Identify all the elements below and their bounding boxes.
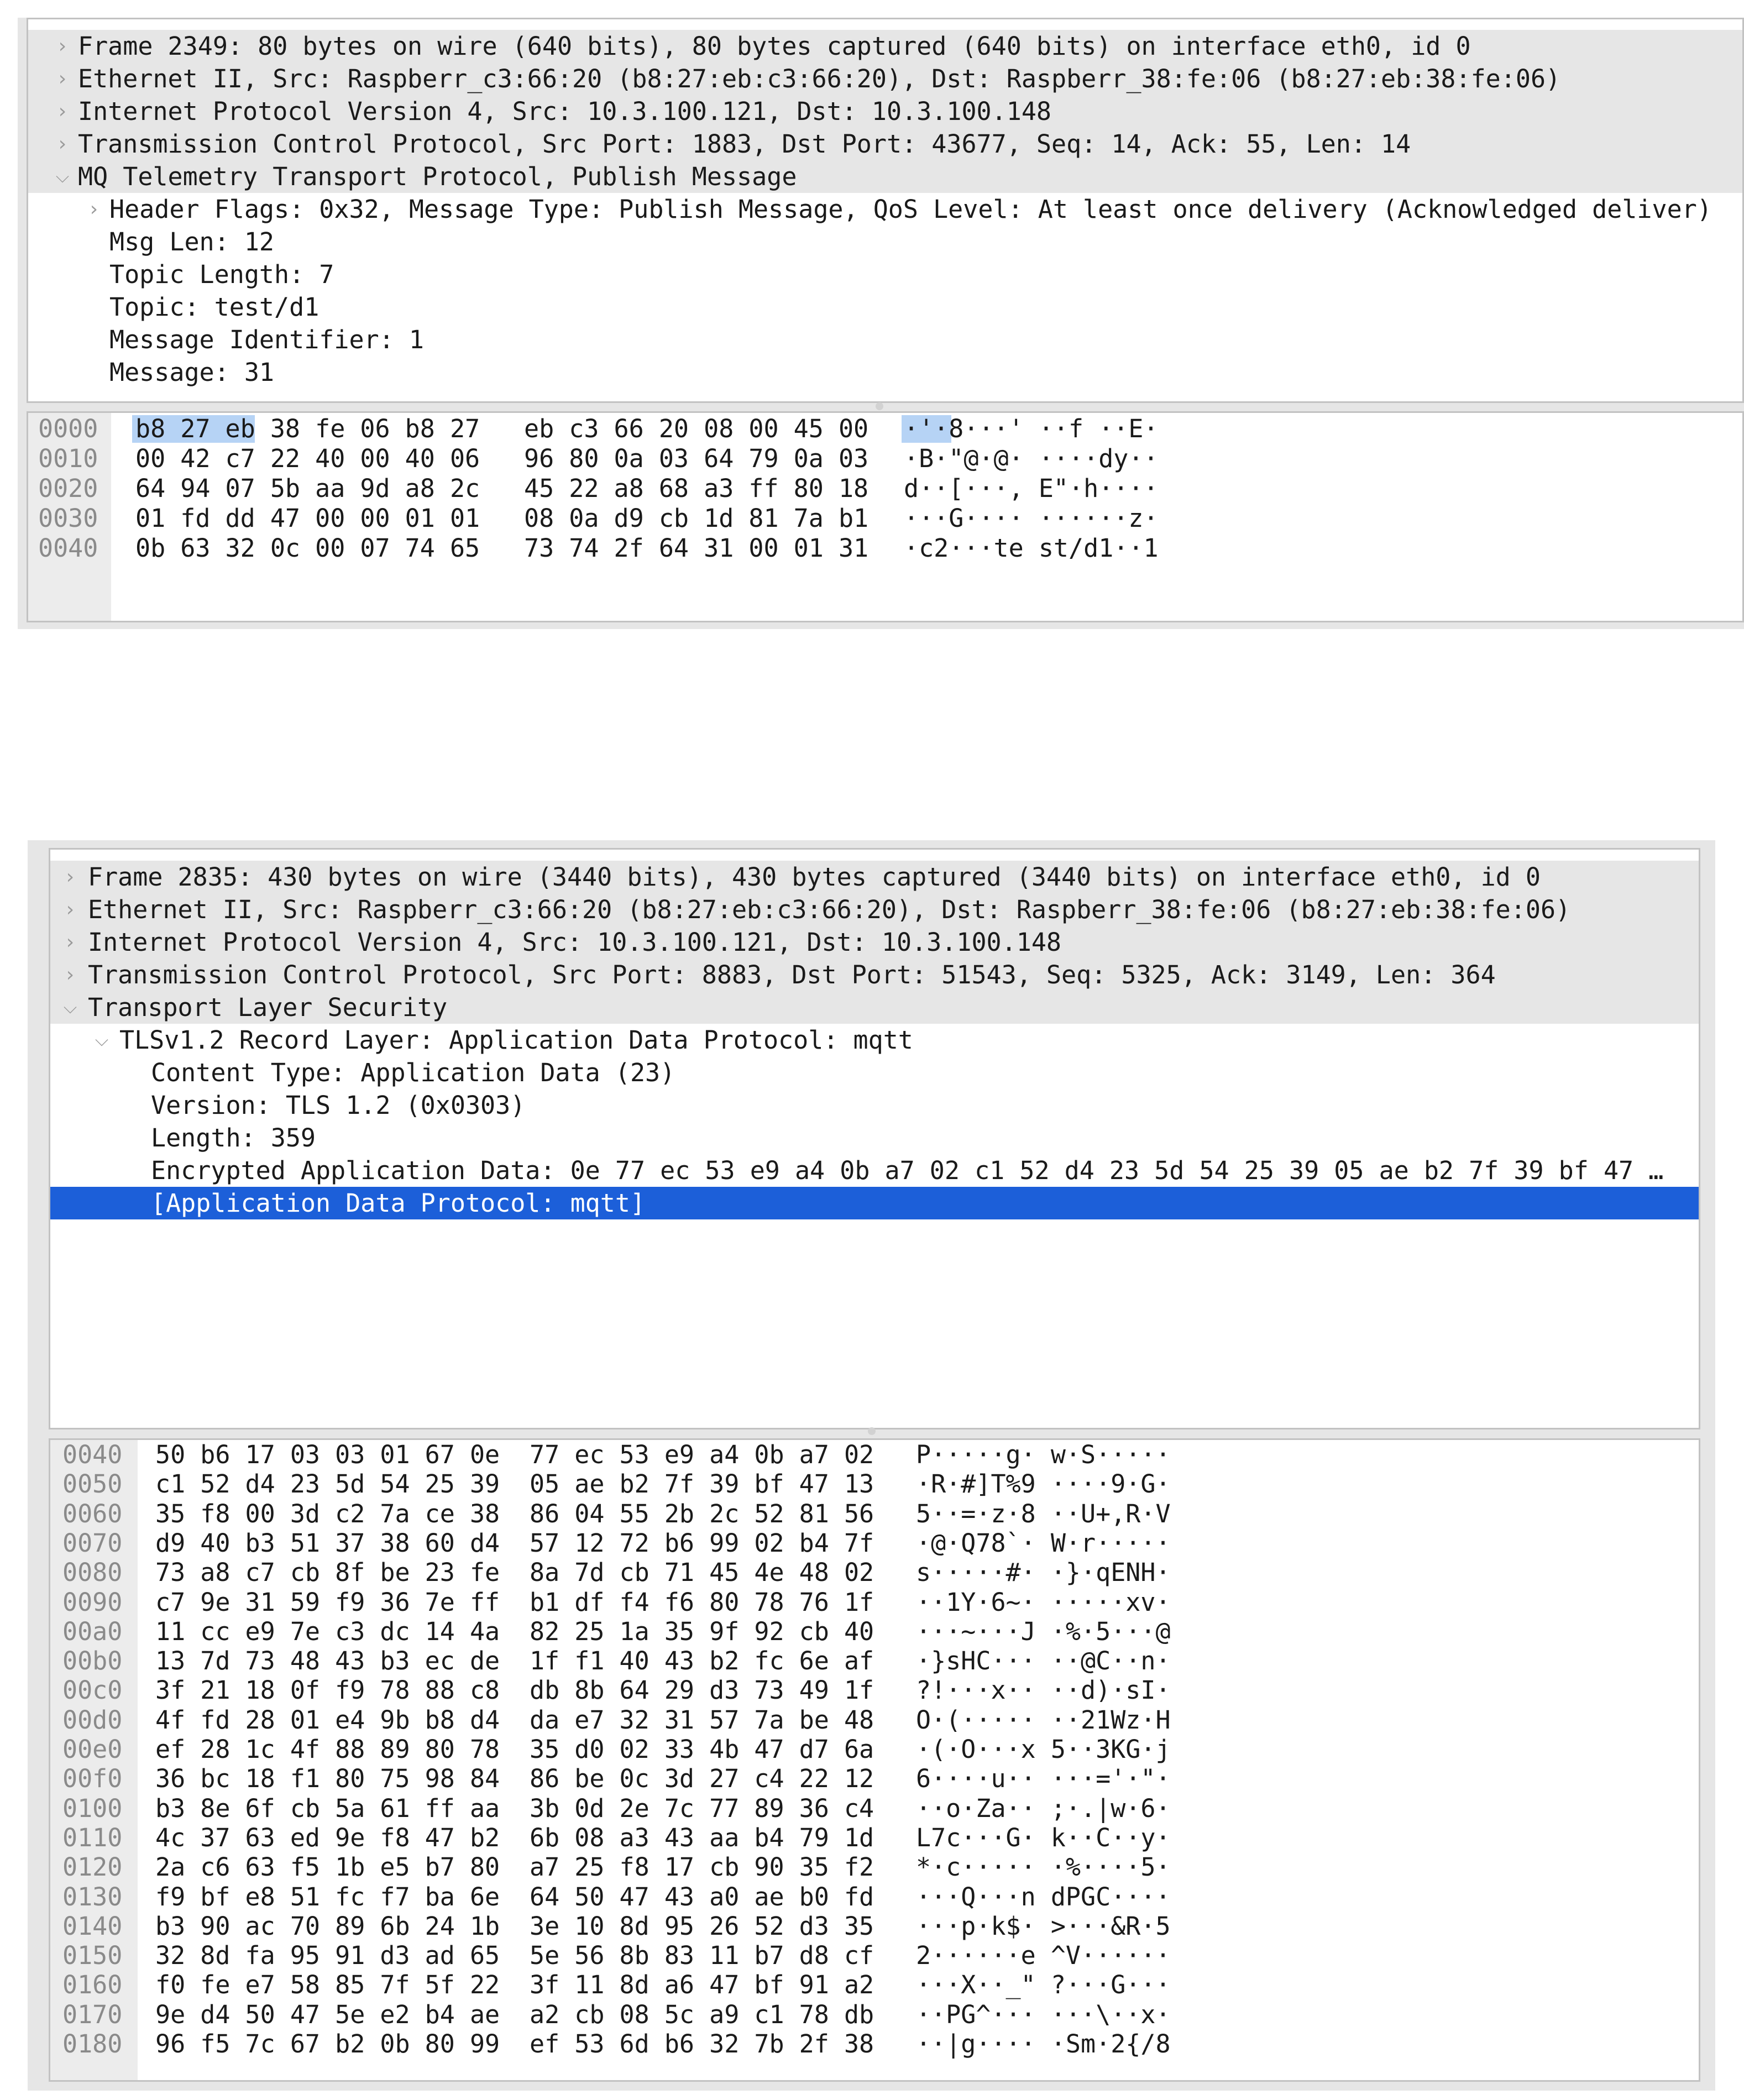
hex-offset[interactable]: 00a0 bbox=[62, 1616, 123, 1646]
ascii-bytes[interactable]: ·(·O···x 5··3KG·j bbox=[916, 1735, 1171, 1764]
hex-dump-row bbox=[50, 1440, 1699, 1470]
hex-bytes-group-1[interactable]: d9 40 b3 51 37 38 60 d4 bbox=[155, 1528, 500, 1558]
tree-row[interactable] bbox=[28, 291, 1742, 323]
hex-bytes-group-2[interactable]: 77 ec 53 e9 a4 0b a7 02 bbox=[530, 1440, 874, 1469]
hex-offset[interactable]: 00f0 bbox=[62, 1764, 123, 1794]
capture-1-panel bbox=[18, 18, 1744, 629]
hex-bytes-group-2[interactable]: 73 74 2f 64 31 00 01 31 bbox=[524, 533, 869, 563]
hex-offset[interactable]: 0050 bbox=[62, 1469, 123, 1499]
hex-bytes-group-1[interactable]: 13 7d 73 48 43 b3 ec de bbox=[155, 1646, 500, 1676]
ascii-bytes[interactable]: ·B·"@·@· ····dy·· bbox=[904, 444, 1159, 473]
hex-bytes-group-2[interactable]: 64 50 47 43 a0 ae b0 fd bbox=[530, 1882, 874, 1912]
hex-bytes-group-2[interactable]: 82 25 1a 35 9f 92 cb 40 bbox=[530, 1616, 874, 1646]
ascii-bytes[interactable]: ···X··_" ?···G··· bbox=[916, 1970, 1171, 2000]
tree-row[interactable] bbox=[28, 193, 1742, 226]
hex-bytes-group-1[interactable]: ef 28 1c 4f 88 89 80 78 bbox=[155, 1735, 500, 1764]
tree-row-label: Internet Protocol Version 4, Src: 10.3.100.121, Dst: 10.3.100.148 bbox=[88, 928, 1061, 957]
hex-offset[interactable]: 00c0 bbox=[62, 1675, 123, 1705]
ascii-bytes[interactable]: *·c····· ·%····5· bbox=[916, 1852, 1171, 1882]
tree-row-label: Frame 2349: 80 bytes on wire (640 bits), 80 bytes captured (640 bits) on interface eth0, id 0 bbox=[78, 32, 1471, 61]
hex-dump-row bbox=[28, 533, 1742, 563]
hex-dump-row bbox=[50, 1499, 1699, 1529]
hex-bytes-group-2[interactable]: 57 12 72 b6 99 02 b4 7f bbox=[530, 1528, 874, 1558]
hex-bytes-group-2[interactable]: 45 22 a8 68 a3 ff 80 18 bbox=[524, 474, 869, 503]
tree-row-label: Content Type: Application Data (23) bbox=[151, 1058, 675, 1087]
ascii-bytes[interactable]: ··1Y·6~· ·····xv· bbox=[916, 1587, 1171, 1617]
hex-bytes-group-1[interactable]: 96 f5 7c 67 b2 0b 80 99 bbox=[155, 2029, 500, 2059]
hex-bytes-group-1[interactable]: c7 9e 31 59 f9 36 7e ff bbox=[155, 1587, 500, 1617]
packet-bytes-pane-2[interactable] bbox=[49, 1438, 1700, 2082]
hex-bytes-group-2[interactable]: 6b 08 a3 43 aa b4 79 1d bbox=[530, 1823, 874, 1852]
ascii-bytes[interactable]: ·@·Q78`· W·r····· bbox=[916, 1528, 1171, 1558]
hex-dump-row bbox=[50, 1617, 1699, 1647]
tree-row-label: Header Flags: 0x32, Message Type: Publish Message, QoS Level: At least once delivery (Acknowledged deliver) bbox=[109, 195, 1712, 224]
hex-bytes-group-1[interactable]: 35 f8 00 3d c2 7a ce 38 bbox=[155, 1499, 500, 1528]
tree-row-label: Transmission Control Protocol, Src Port: 8883, Dst Port: 51543, Seq: 5325, Ack: 3149, Len: 364 bbox=[88, 960, 1496, 989]
tree-row-label: Frame 2835: 430 bytes on wire (3440 bits), 430 bytes captured (3440 bits) on interface eth0, id 0 bbox=[88, 862, 1541, 892]
hex-bytes-group-1[interactable]: 4c 37 63 ed 9e f8 47 b2 bbox=[155, 1823, 500, 1852]
collapse-arrow-icon[interactable]: › bbox=[58, 133, 67, 155]
hex-offset[interactable]: 0180 bbox=[62, 2029, 123, 2059]
hex-dump-row bbox=[28, 444, 1742, 474]
hex-dump-row bbox=[28, 414, 1742, 444]
tree-row[interactable] bbox=[28, 62, 1742, 95]
packet-bytes-pane-1[interactable] bbox=[27, 411, 1744, 622]
collapse-arrow-icon[interactable]: › bbox=[66, 963, 75, 986]
hex-bytes-group-2[interactable]: 08 0a d9 cb 1d 81 7a b1 bbox=[524, 504, 869, 533]
ascii-bytes[interactable]: ···G···· ······z· bbox=[904, 504, 1159, 533]
tree-row[interactable] bbox=[28, 30, 1742, 62]
hex-dump-row bbox=[28, 474, 1742, 504]
hex-dump-row bbox=[50, 2029, 1699, 2059]
tree-row[interactable] bbox=[50, 1154, 1699, 1187]
ascii-bytes[interactable]: ·c2···te st/d1··1 bbox=[904, 533, 1159, 563]
hex-offset[interactable]: 0020 bbox=[38, 474, 98, 503]
hex-dump-row bbox=[50, 1823, 1699, 1853]
ascii-bytes[interactable]: ··o·Za·· ;·.|w·6· bbox=[916, 1793, 1171, 1823]
collapse-arrow-icon[interactable]: › bbox=[58, 35, 67, 57]
expand-arrow-icon[interactable]: ⌵ bbox=[63, 997, 77, 1018]
hex-dump-row bbox=[50, 1558, 1699, 1588]
hex-bytes-group-1[interactable]: 9e d4 50 47 5e e2 b4 ae bbox=[155, 1999, 500, 2029]
collapse-arrow-icon[interactable]: › bbox=[66, 866, 75, 888]
tree-row-label: Msg Len: 12 bbox=[109, 227, 275, 256]
hex-bytes-group-1[interactable]: 2a c6 63 f5 1b e5 b7 80 bbox=[155, 1852, 500, 1882]
expand-arrow-icon[interactable]: ⌵ bbox=[55, 166, 70, 187]
collapse-arrow-icon[interactable]: › bbox=[90, 198, 98, 221]
tree-row-label: Ethernet II, Src: Raspberr_c3:66:20 (b8:27:eb:c3:66:20), Dst: Raspberr_38:fe:06 (b8:27:eb:38:fe:06) bbox=[78, 64, 1561, 93]
ascii-bytes[interactable]: ?!···x·· ··d)·sI· bbox=[916, 1675, 1171, 1705]
hex-bytes-group-1[interactable]: b8 27 eb 38 fe 06 b8 27 bbox=[135, 414, 480, 443]
hex-offset[interactable]: 0100 bbox=[62, 1793, 123, 1823]
hex-dump-row bbox=[50, 1941, 1699, 1971]
hex-bytes-group-1[interactable]: 0b 63 32 0c 00 07 74 65 bbox=[135, 533, 480, 563]
tree-row[interactable] bbox=[50, 959, 1699, 991]
hex-dump-row bbox=[50, 1794, 1699, 1824]
hex-bytes-group-1[interactable]: 00 42 c7 22 40 00 40 06 bbox=[135, 444, 480, 473]
ascii-bytes[interactable]: s·····#· ·}·qENH· bbox=[916, 1558, 1171, 1588]
packet-details-pane-2[interactable] bbox=[49, 848, 1700, 1429]
hex-dump-row bbox=[50, 1912, 1699, 1941]
hex-bytes-group-2[interactable]: 35 d0 02 33 4b 47 d7 6a bbox=[530, 1735, 874, 1764]
hex-offset[interactable]: 00e0 bbox=[62, 1735, 123, 1764]
ascii-bytes[interactable]: P·····g· w·S····· bbox=[916, 1440, 1171, 1469]
hex-bytes-group-2[interactable]: a2 cb 08 5c a9 c1 78 db bbox=[530, 1999, 874, 2029]
tree-row[interactable] bbox=[50, 893, 1699, 926]
hex-bytes-group-2[interactable]: db 8b 64 29 d3 73 49 1f bbox=[530, 1675, 874, 1705]
ascii-bytes[interactable]: ·'·8···' ··f ··E· bbox=[904, 414, 1159, 443]
tree-row[interactable] bbox=[50, 1122, 1699, 1154]
hex-dump-row bbox=[50, 2000, 1699, 2030]
hex-offset[interactable]: 0060 bbox=[62, 1499, 123, 1528]
ascii-bytes[interactable]: O·(····· ··21Wz·H bbox=[916, 1705, 1171, 1735]
tree-row[interactable] bbox=[28, 128, 1742, 160]
ascii-bytes[interactable]: 5··=·z·8 ··U+,R·V bbox=[916, 1499, 1171, 1528]
hex-offset[interactable]: 00b0 bbox=[62, 1646, 123, 1676]
hex-dump-row bbox=[50, 1528, 1699, 1558]
hex-bytes-group-2[interactable]: 3f 11 8d a6 47 bf 91 a2 bbox=[530, 1970, 874, 2000]
tree-row-label: Transport Layer Security bbox=[88, 993, 448, 1022]
collapse-arrow-icon[interactable]: › bbox=[58, 67, 67, 90]
hex-bytes-group-2[interactable]: a7 25 f8 17 cb 90 35 f2 bbox=[530, 1852, 874, 1882]
hex-bytes-group-2[interactable]: 86 04 55 2b 2c 52 81 56 bbox=[530, 1499, 874, 1528]
hex-dump-row bbox=[50, 1469, 1699, 1499]
hex-dump-row bbox=[50, 1646, 1699, 1676]
tree-row-label: [Application Data Protocol: mqtt] bbox=[151, 1188, 646, 1218]
hex-dump-row bbox=[50, 1852, 1699, 1882]
hex-offset[interactable]: 0030 bbox=[38, 504, 98, 533]
hex-offset[interactable]: 00d0 bbox=[62, 1705, 123, 1735]
hex-bytes-group-2[interactable]: 86 be 0c 3d 27 c4 22 12 bbox=[530, 1764, 874, 1794]
tree-row[interactable] bbox=[50, 1024, 1699, 1056]
hex-bytes-group-2[interactable]: 8a 7d cb 71 45 4e 48 02 bbox=[530, 1558, 874, 1588]
tree-row[interactable] bbox=[28, 258, 1742, 291]
hex-offset[interactable]: 0070 bbox=[62, 1528, 123, 1558]
ascii-bytes[interactable]: ···Q···n dPGC···· bbox=[916, 1882, 1171, 1912]
hex-dump-row bbox=[50, 1764, 1699, 1794]
hex-offset[interactable]: 0160 bbox=[62, 1970, 123, 2000]
hex-dump-row bbox=[50, 1705, 1699, 1735]
hex-bytes-group-1[interactable]: 11 cc e9 7e c3 dc 14 4a bbox=[155, 1616, 500, 1646]
pane-splitter-2[interactable] bbox=[868, 1427, 876, 1435]
hex-bytes-group-1[interactable]: 32 8d fa 95 91 d3 ad 65 bbox=[155, 1941, 500, 1971]
tree-row[interactable] bbox=[28, 95, 1742, 128]
hex-bytes-group-2[interactable]: da e7 32 31 57 7a be 48 bbox=[530, 1705, 874, 1735]
collapse-arrow-icon[interactable]: › bbox=[66, 931, 75, 954]
ascii-bytes[interactable]: ·R·#]T%9 ····9·G· bbox=[916, 1469, 1171, 1499]
tree-row-label: Message Identifier: 1 bbox=[109, 325, 424, 354]
hex-bytes-group-2[interactable]: 96 80 0a 03 64 79 0a 03 bbox=[524, 444, 869, 473]
hex-dump-row bbox=[50, 1970, 1699, 2000]
tree-row[interactable] bbox=[50, 926, 1699, 959]
hex-dump-row bbox=[50, 1882, 1699, 1912]
tree-row[interactable] bbox=[28, 160, 1742, 193]
packet-details-pane-1[interactable] bbox=[27, 18, 1744, 403]
hex-offset[interactable]: 0010 bbox=[38, 444, 98, 473]
hex-bytes-group-2[interactable]: 5e 56 8b 83 11 b7 d8 cf bbox=[530, 1941, 874, 1971]
hex-offset[interactable]: 0170 bbox=[62, 1999, 123, 2029]
hex-bytes-group-1[interactable]: f0 fe e7 58 85 7f 5f 22 bbox=[155, 1970, 500, 2000]
hex-bytes-group-1[interactable]: b3 8e 6f cb 5a 61 ff aa bbox=[155, 1793, 500, 1823]
tree-row-label: Topic: test/d1 bbox=[109, 292, 320, 322]
hex-bytes-group-1[interactable]: 73 a8 c7 cb 8f be 23 fe bbox=[155, 1558, 500, 1588]
hex-offset[interactable]: 0110 bbox=[62, 1823, 123, 1852]
hex-bytes-group-1[interactable]: b3 90 ac 70 89 6b 24 1b bbox=[155, 1911, 500, 1941]
tree-row-label: Encrypted Application Data: 0e 77 ec 53 e9 a4 0b a7 02 c1 52 d4 23 5d 54 25 39 05 ae b2 7f 39 bf 47 … bbox=[151, 1156, 1664, 1185]
hex-offset[interactable]: 0000 bbox=[38, 414, 98, 443]
hex-bytes-group-2[interactable]: ef 53 6d b6 32 7b 2f 38 bbox=[530, 2029, 874, 2059]
tree-row[interactable] bbox=[50, 1089, 1699, 1122]
ascii-bytes[interactable]: ···~···J ·%·5···@ bbox=[916, 1616, 1171, 1646]
hex-offset[interactable]: 0120 bbox=[62, 1852, 123, 1882]
hex-bytes-group-1[interactable]: 3f 21 18 0f f9 78 88 c8 bbox=[155, 1675, 500, 1705]
hex-bytes-group-1[interactable]: 64 94 07 5b aa 9d a8 2c bbox=[135, 474, 480, 503]
tree-row-label: Version: TLS 1.2 (0x0303) bbox=[151, 1091, 526, 1120]
hex-offset[interactable]: 0130 bbox=[62, 1882, 123, 1912]
tree-row-label: MQ Telemetry Transport Protocol, Publish Message bbox=[78, 162, 797, 191]
tree-row[interactable] bbox=[28, 356, 1742, 389]
ascii-bytes[interactable]: 2······e ^V······ bbox=[916, 1941, 1171, 1971]
tree-row[interactable] bbox=[28, 323, 1742, 356]
tree-row[interactable] bbox=[50, 991, 1699, 1024]
hex-offset[interactable]: 0090 bbox=[62, 1587, 123, 1617]
tree-row-label: Transmission Control Protocol, Src Port: 1883, Dst Port: 43677, Seq: 14, Ack: 55, Len: 14 bbox=[78, 129, 1411, 159]
hex-offset[interactable]: 0040 bbox=[38, 533, 98, 563]
tree-row[interactable] bbox=[50, 1187, 1699, 1219]
tree-row-label: Length: 359 bbox=[151, 1123, 316, 1153]
pane-splitter-1[interactable] bbox=[876, 402, 883, 410]
tree-row-label: Topic Length: 7 bbox=[109, 260, 334, 289]
ascii-bytes[interactable]: d··[···, E"·h···· bbox=[904, 474, 1159, 503]
hex-bytes-group-2[interactable]: eb c3 66 20 08 00 45 00 bbox=[524, 414, 869, 443]
tree-row-label: TLSv1.2 Record Layer: Application Data Protocol: mqtt bbox=[119, 1025, 913, 1055]
hex-dump-row bbox=[50, 1675, 1699, 1705]
hex-dump-row bbox=[28, 504, 1742, 533]
hex-bytes-group-2[interactable]: b1 df f4 f6 80 78 76 1f bbox=[530, 1587, 874, 1617]
hex-offset[interactable]: 0040 bbox=[62, 1440, 123, 1469]
hex-bytes-group-2[interactable]: 3e 10 8d 95 26 52 d3 35 bbox=[530, 1911, 874, 1941]
hex-bytes-group-1[interactable]: 36 bc 18 f1 80 75 98 84 bbox=[155, 1764, 500, 1794]
ascii-bytes[interactable]: ·}sHC··· ··@C··n· bbox=[916, 1646, 1171, 1676]
hex-bytes-group-2[interactable]: 3b 0d 2e 7c 77 89 36 c4 bbox=[530, 1793, 874, 1823]
ascii-bytes[interactable]: ··|g···· ·Sm·2{/8 bbox=[916, 2029, 1171, 2059]
tree-row[interactable] bbox=[50, 861, 1699, 893]
expand-arrow-icon[interactable]: ⌵ bbox=[95, 1029, 109, 1050]
ascii-bytes[interactable]: ··PG^··· ···\··x· bbox=[916, 1999, 1171, 2029]
collapse-arrow-icon[interactable]: › bbox=[58, 100, 67, 123]
ascii-bytes[interactable]: L7c···G· k··C··y· bbox=[916, 1823, 1171, 1852]
ascii-bytes[interactable]: ···p·k$· >···&R·5 bbox=[916, 1911, 1171, 1941]
hex-offset[interactable]: 0150 bbox=[62, 1941, 123, 1971]
hex-offset[interactable]: 0080 bbox=[62, 1558, 123, 1588]
hex-dump-row bbox=[50, 1588, 1699, 1617]
tree-row-label: Ethernet II, Src: Raspberr_c3:66:20 (b8:27:eb:c3:66:20), Dst: Raspberr_38:fe:06 (b8:27:eb:38:fe:06) bbox=[88, 895, 1571, 924]
hex-offset[interactable]: 0140 bbox=[62, 1911, 123, 1941]
capture-2-panel bbox=[28, 840, 1715, 2091]
tree-row-label: Internet Protocol Version 4, Src: 10.3.100.121, Dst: 10.3.100.148 bbox=[78, 97, 1051, 126]
hex-bytes-group-1[interactable]: 01 fd dd 47 00 00 01 01 bbox=[135, 504, 480, 533]
tree-row[interactable] bbox=[28, 226, 1742, 258]
hex-bytes-group-1[interactable]: 50 b6 17 03 03 01 67 0e bbox=[155, 1440, 500, 1469]
tree-row[interactable] bbox=[50, 1056, 1699, 1089]
hex-bytes-group-2[interactable]: 1f f1 40 43 b2 fc 6e af bbox=[530, 1646, 874, 1676]
hex-bytes-group-1[interactable]: c1 52 d4 23 5d 54 25 39 bbox=[155, 1469, 500, 1499]
ascii-bytes[interactable]: 6····u·· ···='·"· bbox=[916, 1764, 1171, 1794]
collapse-arrow-icon[interactable]: › bbox=[66, 898, 75, 921]
hex-bytes-group-2[interactable]: 05 ae b2 7f 39 bf 47 13 bbox=[530, 1469, 874, 1499]
tree-row-label: Message: 31 bbox=[109, 358, 275, 387]
hex-bytes-group-1[interactable]: 4f fd 28 01 e4 9b b8 d4 bbox=[155, 1705, 500, 1735]
hex-dump-row bbox=[50, 1735, 1699, 1764]
hex-bytes-group-1[interactable]: f9 bf e8 51 fc f7 ba 6e bbox=[155, 1882, 500, 1912]
